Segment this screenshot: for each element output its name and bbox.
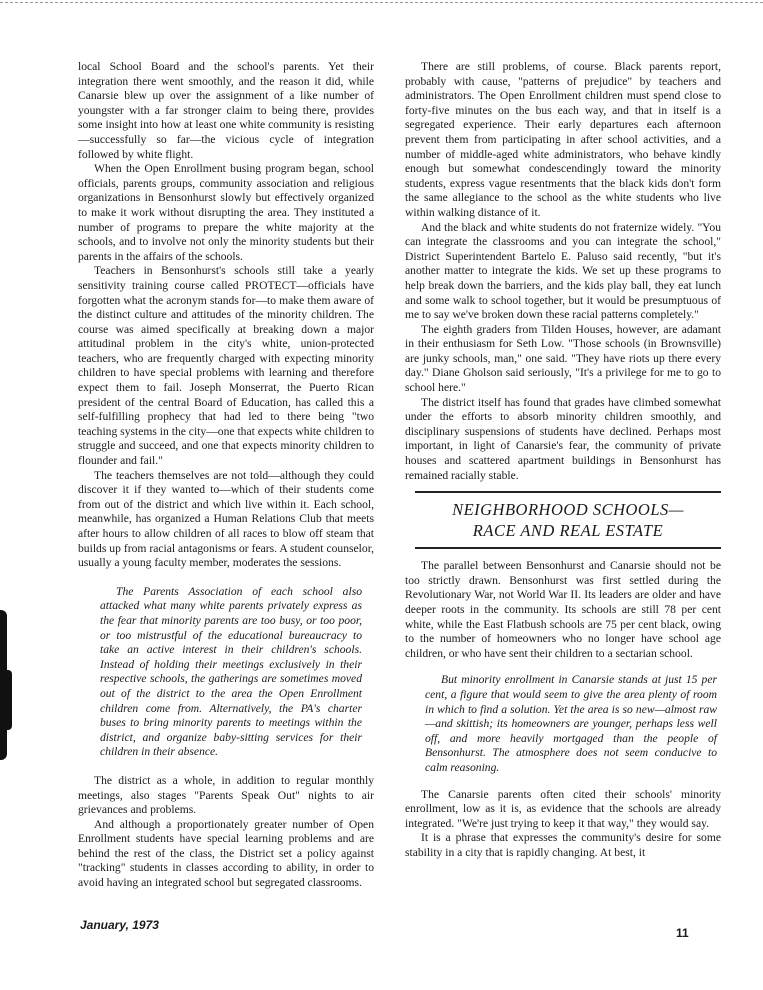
paragraph: When the Open Enrollment busing program began, school officials, parents groups, community association and religious organizations in Bensonhurst slowly but effectively organized to make it work without disrupting the area. They instituted a number of programs to prepare the white majority at the schools, and to involve not only the minority students but their parents in the affairs of the schools. [78, 162, 374, 263]
paragraph: The eighth graders from Tilden Houses, however, are adamant in their enthusiasm for Seth Low. "Those schools (in Brownsville) are junky schools, man," one said. "They have riots up there every day." Diane Gholson said seriously, "It's a privilege for me to go to school here." [405, 322, 721, 395]
page-top-border [0, 2, 763, 3]
scan-edge-mark [7, 670, 12, 730]
paragraph: The parallel between Bensonhurst and Canarsie should not be too strictly drawn. Bensonhurst was first settled during the Revolutionary War, not World War II. Its leaders are older and have deeper roots in the community. Its schools are still 78 per cent white, while the East Flatbush schools are 75 per cent black, owing to the number of homeowners who no longer have school age children, or who have sent their children to a sectarian school. [405, 559, 721, 660]
section-heading [415, 491, 721, 549]
paragraph: The Canarsie parents often cited their schools' minority enrollment, low as it is, as evidence that the schools are already integrated. "We're just trying to keep it that way," they would say. [405, 787, 721, 830]
pull-quote: But minority enrollment in Canarsie stands at just 15 per cent, a figure that would seem to give the area plenty of room in which to find a solution. Yet the area is so new—almost raw—and skittish; its homeowners are younger, perhaps less well off, and more heavily mortgaged than the people of Bensonhurst. The atmosphere does not seem conducive to calm reasoning. [425, 673, 717, 774]
paragraph: Teachers in Bensonhurst's schools still take a yearly sensitivity training course called PROTECT—officials have forgotten what the acronym stands for—to make them aware of the distinct culture and attitudes of the minority children. The course was aimed specifically at breaking down a major attitudinal problem in the city's white, union-protected teachers, who are frequently charged with expecting minority children to have special problems with learning and therefore expect them to fail. Joseph Monserrat, the Puerto Rican president of the central Board of Education, has called this a self-fulfilling prophecy that had led to there being "two teaching systems in the city—one that expects white children to struggle and succeed, and one that expects minority children to flounder and fail." [78, 264, 374, 468]
paragraph: It is a phrase that expresses the community's desire for some stability in a city that is rapidly changing. At best, it [405, 831, 721, 859]
paragraph: The district as a whole, in addition to regular monthly meetings, also stages "Parents Speak Out" nights to air grievances and problems. [78, 773, 374, 817]
page-number: 11 [676, 926, 689, 940]
paragraph: And the black and white students do not fraternize widely. "You can integrate the classrooms and you can integrate the school," District Superintendent Bartelo E. Paluso said recently, "but it's another matter to integrate the kids. We set up these programs to help break down the barriers, and the kids play ball, they eat lunch and some walk to school together, but it would be presumptuous of me to say we've broken down these racial patterns completely." [405, 220, 721, 322]
pull-quote: The Parents Association of each school also attacked what many white parents privately express as the fear that minority parents are too busy, or too poor, or too mistrustful of the educational bureaucracy to take an active interest in their children's schools. Instead of holding their meetings exclusively in their respective schools, the gatherings are sometimes moved out of the district to the area the Open Enrollment children come from. Alternatively, the PA's charter buses to bring minority parents to meetings within the district, and organize baby-sitting services for their children in their absence. [100, 584, 362, 759]
paragraph: The teachers themselves are not told—although they could discover it if they wanted to—which of their students come from out of the district and which live within it. Each school, meanwhile, has organized a Human Relations Club that meets after hours to allow children of all races to blow off steam that builds up from racial antagonisms or fears. A student counselor, usually a young faculty member, moderates the sessions. [78, 468, 374, 570]
right-column [405, 60, 721, 861]
scan-edge-mark [0, 610, 7, 760]
left-column [78, 60, 374, 891]
paragraph: And although a proportionately greater number of Open Enrollment students have special learning problems and are behind the rest of the class, the District set a policy against "tracking" students in classes according to ability, in order to avoid having an integrated school but segregated classrooms. [78, 817, 374, 890]
paragraph: local School Board and the school's parents. Yet their integration there went smoothly, and the reason it did, while Canarsie blew up over the assignment of a like number of youngster with a far stronger claim to being there, provides some insight into how at least one white community is resisting—successfully so far—the vicious cycle of integration followed by white flight. [78, 60, 374, 161]
section-heading-line-1: NEIGHBORHOOD SCHOOLS— [452, 500, 684, 520]
paragraph: The district itself has found that grades have climbed somewhat under the efforts to absorb minority children smoothly, and disciplinary suspensions of students have declined. Perhaps most important, in light of Canarsie's fear, the community of private houses and scattered apartment buildings in Bensonhurst has remained racially stable. [405, 395, 721, 482]
paragraph: There are still problems, of course. Black parents report, probably with cause, "patterns of prejudice" by teachers and administrators. The Open Enrollment children must spend close to forty-five minutes on the bus each way, and that in itself is a segregated experience. Their early departures each afternoon prevent them from participating in after school activities, and a number of middle-aged white administrators, who behave kindly enough but somewhat condescendingly toward the minority students, express vague resentments that the black kids don't form the same allegiance to the school as the white students who live within walking distance of it. [405, 60, 721, 219]
section-heading-line-2: RACE AND REAL ESTATE [472, 521, 664, 541]
issue-date: January, 1973 [80, 918, 159, 932]
